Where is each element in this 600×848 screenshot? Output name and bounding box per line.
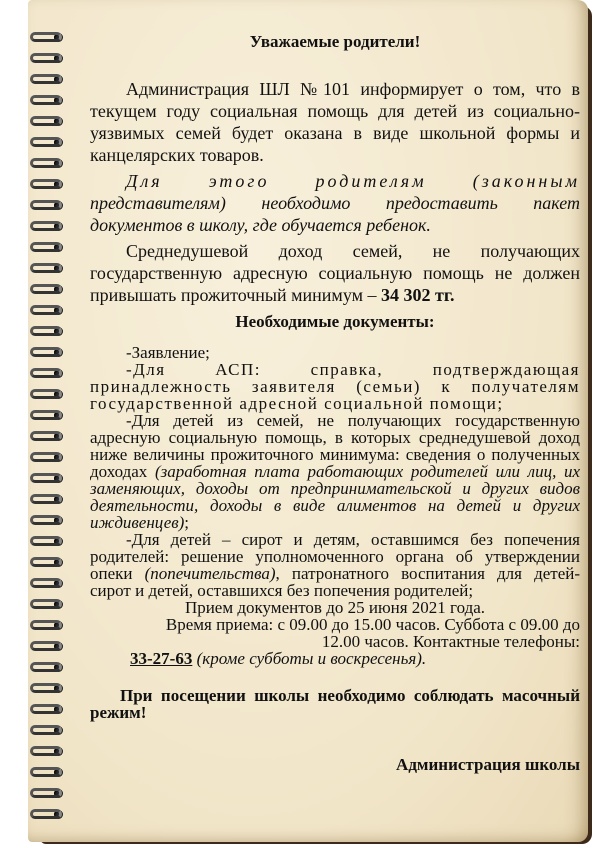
ring-wire	[30, 641, 62, 651]
ring-wire	[30, 746, 62, 756]
ring-wire	[30, 431, 62, 441]
phone-line	[90, 650, 580, 667]
ring-wire	[30, 515, 62, 525]
spiral-ring-icon	[30, 597, 74, 611]
ring-wire	[30, 242, 62, 252]
ring-wire	[30, 578, 62, 588]
ring-wire	[30, 389, 62, 399]
spiral-ring-icon	[30, 786, 74, 800]
ring-wire	[30, 368, 62, 378]
page-title: Уважаемые родители!	[249, 32, 421, 51]
spiral-ring-icon	[30, 702, 74, 716]
ring-wire	[30, 158, 62, 168]
ring-wire	[30, 116, 62, 126]
notebook-page	[28, 0, 588, 842]
spiral-ring-icon	[30, 408, 74, 422]
doc-orphans	[90, 531, 580, 599]
hours-text: Время приема: с 09.00 до 15.00 часов. Суббота с 09.00 до 12.00 часов. Контактные телефоны:	[165, 615, 580, 651]
doc-application: -Заявление;	[126, 343, 210, 362]
doc-income-text: -Для детей из семей, не получающих государственную адресную социальную помощь, в которых среднедушевой доход ниже величины прожиточного минимума: сведения о полученных доходах	[90, 411, 580, 481]
ring-wire	[30, 452, 62, 462]
spiral-ring-icon	[30, 114, 74, 128]
spiral-ring-icon	[30, 807, 74, 821]
ring-wire	[30, 410, 62, 420]
income-text: Среднедушевой доход семей, не получающих государственную адресную социальную помощь не должен привышать прожиточный минимум –	[90, 241, 580, 305]
notice-content	[90, 24, 580, 775]
spiral-ring-icon	[30, 471, 74, 485]
doc-income-details: (заработная плата работающих родителей или лиц, их заменяющих, доходы от предпринимательской и других видов деятельности, доходы в виде алиментов на детей и других иждивенцев)	[90, 462, 581, 532]
spiral-ring-icon	[30, 723, 74, 737]
ring-wire	[30, 284, 62, 294]
spiral-ring-icon	[30, 198, 74, 212]
income-amount: 34 302 тг.	[380, 285, 455, 305]
spiral-ring-icon	[30, 744, 74, 758]
ring-wire	[30, 200, 62, 210]
spiral-ring-icon	[30, 240, 74, 254]
phone-number: 33-27-63	[130, 649, 193, 668]
spiral-ring-icon	[30, 51, 74, 65]
spiral-ring-icon	[30, 555, 74, 569]
ring-wire	[30, 305, 62, 315]
spiral-ring-icon	[30, 324, 74, 338]
spiral-ring-icon	[30, 450, 74, 464]
ring-wire	[30, 32, 62, 42]
spiral-ring-icon	[30, 261, 74, 275]
ring-wire	[30, 599, 62, 609]
spiral-ring-icon	[30, 72, 74, 86]
ring-wire	[30, 725, 62, 735]
ring-wire	[30, 473, 62, 483]
ring-wire	[30, 179, 62, 189]
documents-heading: Необходимые документы:	[235, 312, 435, 331]
ring-wire	[30, 137, 62, 147]
doc-orphans-note: (попечительства)	[144, 564, 276, 583]
spiral-ring-icon	[30, 618, 74, 632]
deadline-text: Прием документов до 25 июня 2021 года.	[184, 598, 486, 617]
contact-block	[90, 599, 580, 667]
intro-paragraph: Администрация ШЛ №101 информирует о том, что в текущем году социальная помощь для детей из социально-уязвимых семей будет оказана в виде школьной формы и канцелярских товаров.	[90, 79, 580, 165]
ring-wire	[30, 95, 62, 105]
ring-wire	[30, 557, 62, 567]
spiral-ring-icon	[30, 576, 74, 590]
spiral-ring-icon	[30, 681, 74, 695]
spiral-ring-icon	[30, 660, 74, 674]
income-paragraph	[90, 240, 580, 306]
spiral-ring-icon	[30, 513, 74, 527]
ring-wire	[30, 494, 62, 504]
spiral-ring-icon	[30, 219, 74, 233]
spiral-ring-icon	[30, 639, 74, 653]
ring-wire	[30, 809, 62, 819]
ring-wire	[30, 704, 62, 714]
ring-wire	[30, 347, 62, 357]
spiral-ring-icon	[30, 303, 74, 317]
spiral-ring-icon	[30, 93, 74, 107]
spiral-ring-icon	[30, 156, 74, 170]
signature: Администрация школы	[396, 755, 580, 774]
ring-wire	[30, 326, 62, 336]
doc-orphans-text: -Для детей – сирот и детям, оставшимся без попечения родителей: решение уполномоченного органа об утверждении опеки	[90, 530, 580, 583]
spiral-binding	[28, 30, 76, 830]
ring-wire	[30, 536, 62, 546]
doc-orphans-end: , патронатного воспитания для детей-сирот и детей, оставшихся без попечения родителей;	[90, 564, 580, 600]
spiral-ring-icon	[30, 492, 74, 506]
spiral-ring-icon	[30, 534, 74, 548]
representatives-rest: представителям) необходимо предоставить пакет документов в школу, где обучается ребенок.	[90, 193, 580, 235]
ring-wire	[30, 662, 62, 672]
spiral-ring-icon	[30, 387, 74, 401]
ring-wire	[30, 53, 62, 63]
doc-income-end: ;	[184, 513, 190, 532]
ring-wire	[30, 767, 62, 777]
ring-wire	[30, 263, 62, 273]
spiral-ring-icon	[30, 429, 74, 443]
spiral-ring-icon	[30, 30, 74, 44]
doc-income	[90, 412, 580, 531]
spiral-ring-icon	[30, 177, 74, 191]
spiral-ring-icon	[30, 345, 74, 359]
ring-wire	[30, 221, 62, 231]
spiral-ring-icon	[30, 765, 74, 779]
ring-wire	[30, 620, 62, 630]
phone-note: (кроме субботы и воскресенья).	[196, 649, 427, 668]
ring-wire	[30, 74, 62, 84]
spiral-ring-icon	[30, 282, 74, 296]
ring-wire	[30, 683, 62, 693]
representatives-paragraph	[90, 170, 580, 236]
ring-wire	[30, 788, 62, 798]
documents-list	[90, 344, 580, 599]
representatives-lead: Для этого родителям (законным	[126, 171, 580, 191]
spiral-ring-icon	[30, 366, 74, 380]
spiral-ring-icon	[30, 135, 74, 149]
doc-asp: -Для АСП: справка, подтверждающая принадлежность заявителя (семьи) к получателям государственной адресной социальной помощи;	[90, 360, 580, 413]
mask-notice: При посещении школы необходимо соблюдать масочный режим!	[90, 686, 580, 722]
